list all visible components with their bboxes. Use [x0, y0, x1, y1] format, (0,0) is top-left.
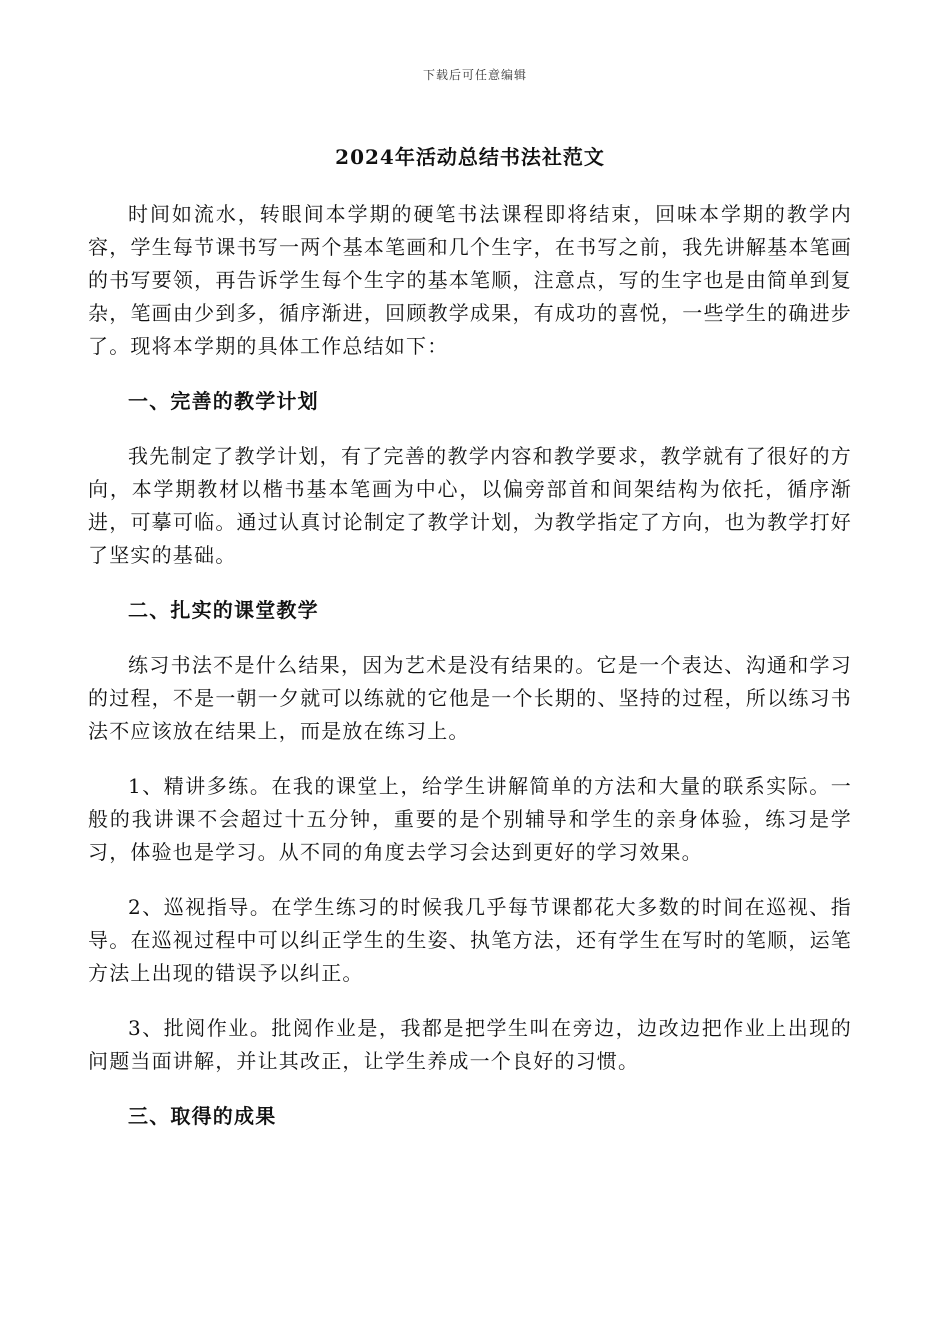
header-note: 下载后可任意编辑 — [422, 68, 527, 82]
document-body — [88, 140, 852, 1155]
section-heading-1: 一、完善的教学计划 — [128, 389, 319, 413]
section-2-paragraph: 练习书法不是什么结果，因为艺术是没有结果的。它是一个表达、沟通和学习的过程，不是一朝一夕就可以练就的它他是一个长期的、坚持的过程，所以练习书法不应该放在结果上，而是放在练习上。 — [88, 653, 852, 743]
section-1-paragraph: 我先制定了教学计划，有了完善的教学内容和教学要求，教学就有了很好的方向，本学期教材以楷书基本笔画为中心，以偏旁部首和间架结构为依托，循序渐进，可摹可临。通过认真讨论制定了教学计划，为教学指定了方向，也为教学打好了坚实的基础。 — [88, 444, 852, 567]
section-2-item-3: 3、批阅作业。批阅作业是，我都是把学生叫在旁边，边改边把作业上出现的问题当面讲解，并让其改正，让学生养成一个良好的习惯。 — [88, 1016, 852, 1073]
intro-paragraph: 时间如流水，转眼间本学期的硬笔书法课程即将结束，回味本学期的教学内容，学生每节课书写一两个基本笔画和几个生字，在书写之前，我先讲解基本笔画的书写要领，再告诉学生每个生字的基本笔顺，注意点，写的生字也是由简单到复杂，笔画由少到多，循序渐进，回顾教学成果，有成功的喜悦，一些学生的确进步了。现将本学期的具体工作总结如下： — [88, 202, 852, 358]
section-2-item-1: 1、精讲多练。在我的课堂上，给学生讲解简单的方法和大量的联系实际。一般的我讲课不会超过十五分钟，重要的是个别辅导和学生的亲身体验，练习是学习，体验也是学习。从不同的角度去学习会达到更好的学习效果。 — [88, 774, 852, 864]
section-2-item-2: 2、巡视指导。在学生练习的时候我几乎每节课都花大多数的时间在巡视、指导。在巡视过程中可以纠正学生的生姿、执笔方法，还有学生在写时的笔顺，运笔方法上出现的错误予以纠正。 — [88, 895, 852, 985]
section-heading-2: 二、扎实的课堂教学 — [128, 598, 319, 622]
section-heading-3: 三、取得的成果 — [128, 1104, 277, 1128]
document-title: 2024年活动总结书法社范文 — [335, 145, 605, 169]
